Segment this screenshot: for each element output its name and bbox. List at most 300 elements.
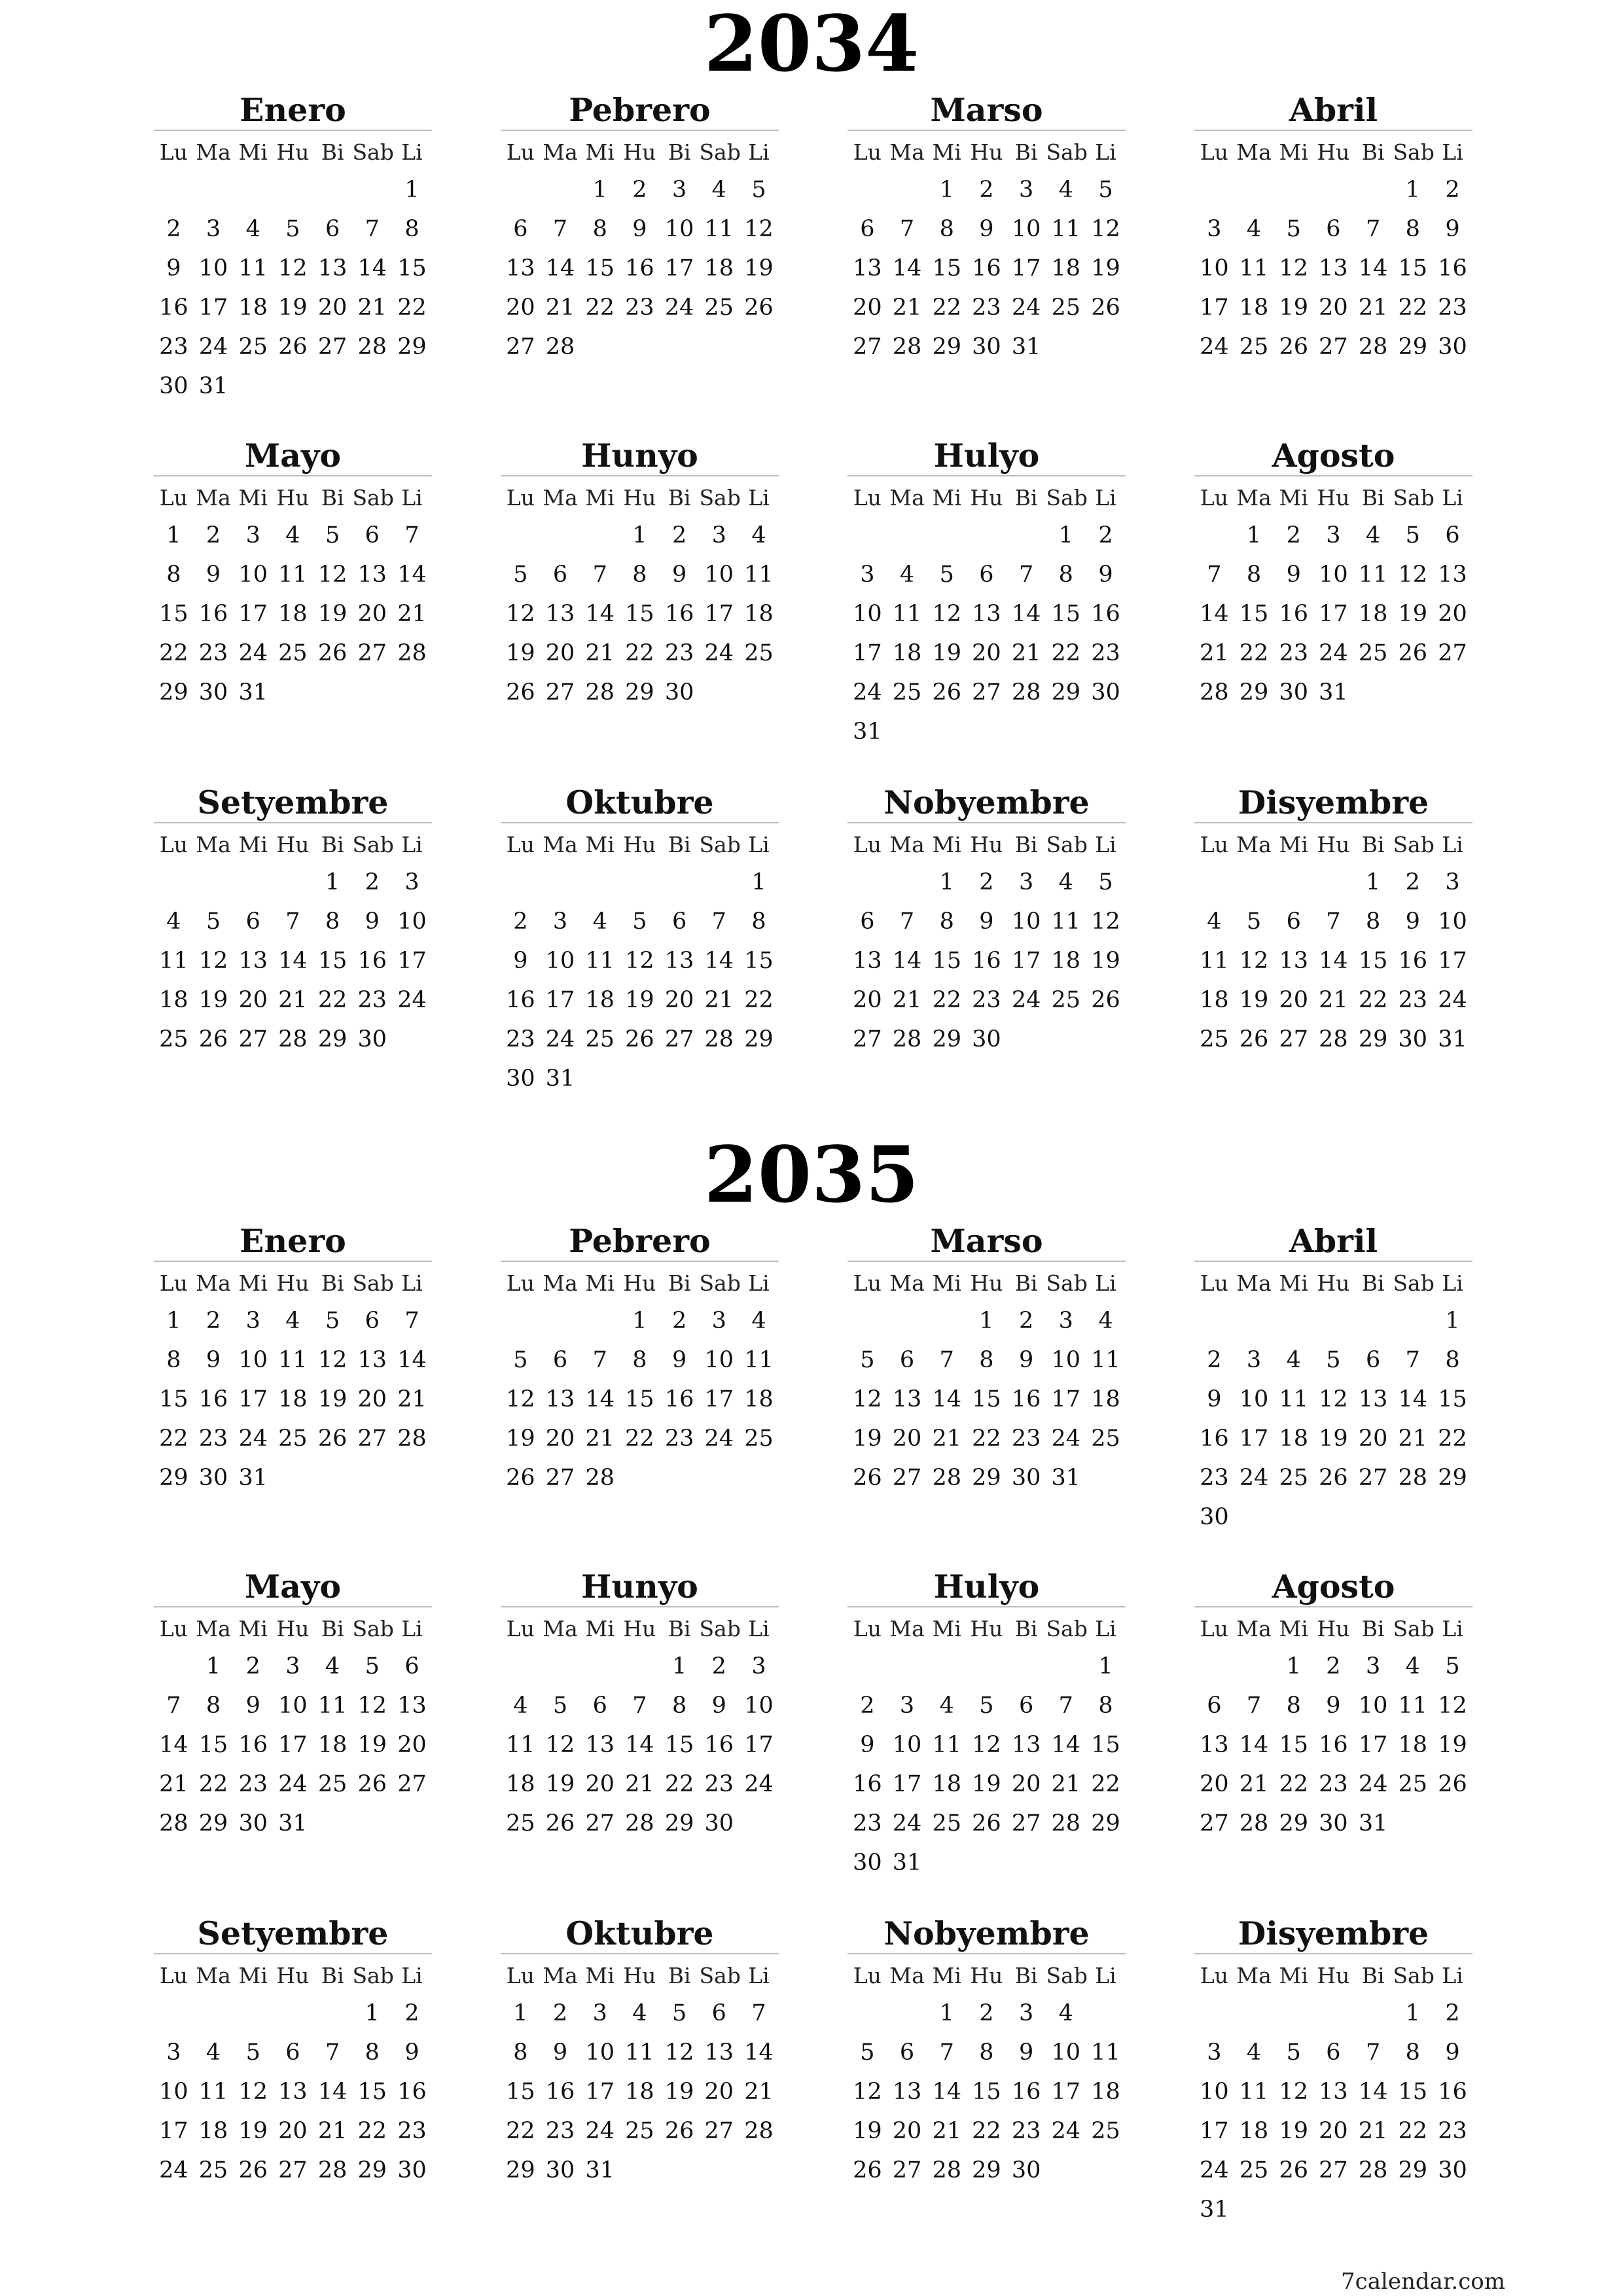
day-cell: 24: [1011, 294, 1041, 321]
week-row: [847, 2072, 1126, 2111]
day-cell: 28: [585, 679, 615, 706]
day-cell: 21: [357, 294, 387, 321]
day-cell: 4: [1286, 1346, 1301, 1373]
week-row: [1194, 980, 1472, 1020]
week-row: [501, 1059, 779, 1098]
month-block: [847, 436, 1126, 751]
weekday-label: Ma: [196, 831, 231, 857]
day-cell: 20: [892, 1425, 922, 1452]
day-cell: 27: [853, 333, 882, 360]
weekday-header: [501, 479, 779, 516]
day-cell: 19: [1279, 2117, 1308, 2144]
day-cell: 27: [1200, 1810, 1229, 1837]
day-cell: 3: [1018, 176, 1034, 203]
day-cell: 1: [1286, 1653, 1301, 1679]
weekday-label: Li: [748, 484, 770, 511]
week-row: [154, 1301, 432, 1340]
day-cell: 27: [1011, 1810, 1041, 1837]
day-cell: 29: [1438, 1464, 1467, 1491]
day-cell: 2: [979, 176, 994, 203]
day-cell: 24: [1011, 986, 1041, 1013]
week-row: [1194, 1686, 1472, 1725]
day-cell: 9: [552, 2039, 568, 2066]
day-cell: 9: [979, 215, 994, 242]
weekday-label: Lu: [853, 1615, 882, 1641]
day-cell: 14: [397, 561, 427, 588]
weekday-label: Ma: [543, 1962, 578, 1988]
weekday-header: [847, 1957, 1126, 1994]
day-cell: 10: [159, 2078, 188, 2105]
day-cell: 13: [664, 947, 694, 974]
weekday-label: Li: [1442, 1962, 1463, 1988]
day-cell: 7: [1365, 2039, 1381, 2066]
day-cell: 8: [325, 908, 340, 935]
month-divider: [501, 822, 779, 823]
day-cell: 29: [397, 333, 427, 360]
day-cell: 5: [513, 1346, 528, 1373]
day-cell: 20: [1319, 2117, 1348, 2144]
week-row: [501, 634, 779, 673]
day-cell: 14: [704, 947, 734, 974]
day-cell: 8: [632, 1346, 647, 1373]
day-cell: 6: [245, 908, 260, 935]
day-cell: 15: [159, 1386, 188, 1412]
day-cell: 16: [1011, 2078, 1041, 2105]
weekday-header: [154, 1265, 432, 1301]
weekday-label: Hu: [1317, 1615, 1350, 1641]
weekday-header: [1194, 134, 1472, 170]
day-cell: 6: [552, 561, 568, 588]
day-cell: 5: [325, 522, 340, 548]
day-cell: 3: [1207, 2039, 1222, 2066]
day-cell: 17: [744, 1731, 774, 1758]
weekday-label: Hu: [970, 1962, 1003, 1988]
weekday-header: [501, 134, 779, 170]
weekday-label: Mi: [1279, 1615, 1308, 1641]
weekday-label: Bi: [1361, 1962, 1385, 1988]
day-cell: 28: [892, 1026, 922, 1052]
day-cell: 16: [357, 947, 387, 974]
weekday-label: Bi: [1361, 1615, 1385, 1641]
day-cell: 22: [932, 294, 961, 321]
week-row: [847, 1804, 1126, 1843]
week-row: [501, 249, 779, 288]
day-cell: 12: [972, 1731, 1001, 1758]
day-cell: 23: [159, 333, 188, 360]
day-cell: 16: [972, 255, 1001, 281]
day-cell: 2: [1286, 522, 1301, 548]
weekday-label: Ma: [889, 1270, 925, 1296]
day-cell: 6: [592, 1692, 607, 1719]
day-cell: 26: [1091, 294, 1120, 321]
month-divider: [154, 1953, 432, 1954]
day-cell: 15: [506, 2078, 535, 2105]
month-block: [501, 1221, 779, 1498]
weekday-label: Mi: [238, 1962, 268, 1988]
weekday-label: Li: [401, 139, 423, 165]
day-cell: 17: [1051, 2078, 1081, 2105]
day-cell: 28: [317, 2157, 348, 2183]
day-cell: 12: [317, 561, 348, 588]
day-cell: 3: [1326, 522, 1341, 548]
month-divider: [847, 822, 1126, 823]
day-cell: 25: [198, 2157, 228, 2183]
weekday-label: Ma: [196, 1962, 231, 1988]
day-cell: 24: [664, 294, 694, 321]
month-name: Disyembre: [1238, 1914, 1429, 1952]
month-block: [1194, 1914, 1472, 2229]
month-divider: [154, 475, 432, 476]
day-cell: 21: [1011, 639, 1041, 666]
day-cell: 22: [1051, 639, 1081, 666]
day-cell: 7: [552, 215, 568, 242]
weekday-label: Hu: [623, 1270, 656, 1296]
month-divider: [847, 1953, 1126, 1954]
day-cell: 13: [1279, 947, 1308, 974]
week-row: [1194, 634, 1472, 673]
week-row: [501, 327, 779, 367]
day-cell: 17: [853, 639, 882, 666]
weekday-label: Mi: [238, 484, 268, 511]
day-cell: 13: [704, 2039, 734, 2066]
day-cell: 2: [711, 1653, 726, 1679]
week-row: [847, 555, 1126, 594]
day-cell: 9: [711, 1692, 726, 1719]
day-cell: 13: [892, 2078, 922, 2105]
day-cell: 18: [1358, 600, 1388, 627]
day-cell: 24: [1438, 986, 1467, 1013]
day-cell: 30: [238, 1810, 268, 1837]
day-cell: 6: [1286, 908, 1301, 935]
day-cell: 7: [751, 2000, 766, 2026]
month-block: [501, 1914, 779, 2190]
day-cell: 6: [1365, 1346, 1381, 1373]
day-cell: 7: [939, 1346, 954, 1373]
day-cell: 2: [1445, 2000, 1460, 2026]
month-name: Hunyo: [581, 1568, 698, 1605]
day-cell: 25: [1239, 2157, 1269, 2183]
day-cell: 8: [939, 908, 954, 935]
month-name: Mayo: [244, 1568, 342, 1605]
weekday-label: Li: [748, 139, 770, 165]
week-row: [501, 209, 779, 249]
day-cell: 27: [1438, 639, 1467, 666]
weekday-label: Hu: [1317, 139, 1350, 165]
day-cell: 12: [1279, 2078, 1308, 2105]
day-cell: 31: [1319, 679, 1348, 706]
month-divider: [154, 1606, 432, 1607]
week-row: [154, 1804, 432, 1843]
day-cell: 23: [1091, 639, 1120, 666]
day-cell: 23: [397, 2117, 427, 2144]
day-cell: 27: [1358, 1464, 1388, 1491]
day-cell: 13: [1319, 255, 1348, 281]
day-cell: 29: [159, 1464, 188, 1491]
month-name: Setyembre: [197, 1914, 389, 1952]
weekday-label: Lu: [506, 1270, 535, 1296]
day-cell: 10: [1051, 2039, 1081, 2066]
day-cell: 29: [972, 2157, 1001, 2183]
day-cell: 4: [513, 1692, 528, 1719]
day-cell: 1: [325, 869, 340, 895]
day-cell: 19: [506, 639, 535, 666]
day-cell: 14: [1319, 947, 1348, 974]
day-cell: 31: [238, 1464, 268, 1491]
day-cell: 8: [1246, 561, 1262, 588]
weekday-label: Hu: [1317, 1962, 1350, 1988]
day-cell: 27: [664, 1026, 694, 1052]
day-cell: 2: [1207, 1346, 1222, 1373]
day-cell: 21: [1051, 1770, 1081, 1797]
week-row: [847, 2033, 1126, 2072]
day-cell: 27: [892, 1464, 922, 1491]
day-cell: 26: [506, 679, 535, 706]
day-cell: 2: [671, 522, 687, 548]
day-cell: 6: [365, 522, 380, 548]
weekday-label: Ma: [889, 1615, 925, 1641]
day-cell: 11: [317, 1692, 348, 1719]
week-row: [847, 902, 1126, 941]
day-cell: 23: [198, 1425, 228, 1452]
day-cell: 26: [1279, 2157, 1308, 2183]
weekday-label: Sab: [699, 1615, 741, 1641]
day-cell: 19: [317, 1386, 348, 1412]
day-cell: 26: [664, 2117, 694, 2144]
day-cell: 23: [1438, 2117, 1467, 2144]
weekday-label: Ma: [1236, 139, 1272, 165]
day-cell: 26: [317, 1425, 348, 1452]
day-cell: 22: [1398, 294, 1428, 321]
day-cell: 10: [1051, 1346, 1081, 1373]
day-cell: 18: [744, 1386, 774, 1412]
weekday-label: Hu: [623, 1615, 656, 1641]
weekday-header: [501, 1957, 779, 1994]
weekday-label: Hu: [970, 139, 1003, 165]
weekday-label: Ma: [543, 1270, 578, 1296]
day-cell: 3: [245, 1307, 260, 1334]
day-cell: 25: [317, 1770, 348, 1797]
day-cell: 9: [1286, 561, 1301, 588]
day-cell: 14: [892, 255, 922, 281]
day-cell: 30: [1319, 1810, 1348, 1837]
day-cell: 3: [205, 215, 221, 242]
day-cell: 3: [751, 1653, 766, 1679]
day-cell: 18: [704, 255, 734, 281]
day-cell: 18: [1398, 1731, 1428, 1758]
day-cell: 4: [1058, 176, 1073, 203]
day-cell: 23: [1011, 2117, 1041, 2144]
day-cell: 3: [1018, 869, 1034, 895]
day-cell: 4: [1058, 2000, 1073, 2026]
week-row: [501, 1340, 779, 1380]
week-row: [154, 2072, 432, 2111]
weekday-label: Sab: [352, 1962, 394, 1988]
day-cell: 31: [1200, 2196, 1229, 2223]
weekday-label: Li: [1442, 1615, 1463, 1641]
day-cell: 10: [853, 600, 882, 627]
week-row: [501, 170, 779, 209]
day-cell: 18: [1279, 1425, 1308, 1452]
day-cell: 19: [853, 2117, 882, 2144]
day-cell: 9: [671, 561, 687, 588]
week-row: [847, 1020, 1126, 1059]
weekday-label: Hu: [970, 1270, 1003, 1296]
weekday-label: Ma: [196, 1615, 231, 1641]
day-cell: 30: [1200, 1503, 1229, 1530]
day-cell: 18: [506, 1770, 535, 1797]
weekday-label: Sab: [352, 139, 394, 165]
day-cell: 2: [1326, 1653, 1341, 1679]
day-cell: 19: [932, 639, 961, 666]
day-cell: 22: [1398, 2117, 1428, 2144]
month-block: [1194, 783, 1472, 1059]
day-cell: 12: [506, 600, 535, 627]
day-cell: 27: [1319, 333, 1348, 360]
week-row: [1194, 1458, 1472, 1498]
day-cell: 16: [1200, 1425, 1229, 1452]
day-cell: 24: [1239, 1464, 1269, 1491]
day-cell: 7: [1405, 1346, 1420, 1373]
day-cell: 17: [1358, 1731, 1388, 1758]
day-cell: 13: [1200, 1731, 1229, 1758]
day-cell: 25: [585, 1026, 615, 1052]
day-cell: 10: [1438, 908, 1467, 935]
day-cell: 20: [238, 986, 268, 1013]
week-row: [501, 1686, 779, 1725]
weekday-label: Mi: [1279, 484, 1308, 511]
day-cell: 16: [1398, 947, 1428, 974]
week-row: [1194, 1647, 1472, 1686]
day-cell: 4: [711, 176, 726, 203]
day-cell: 28: [744, 2117, 774, 2144]
day-cell: 16: [1438, 2078, 1467, 2105]
week-row: [847, 2151, 1126, 2190]
day-cell: 29: [932, 1026, 961, 1052]
day-cell: 14: [397, 1346, 427, 1373]
day-cell: 24: [397, 986, 427, 1013]
day-cell: 23: [1319, 1770, 1348, 1797]
day-cell: 22: [932, 986, 961, 1013]
day-cell: 13: [585, 1731, 615, 1758]
weekday-label: Lu: [159, 831, 188, 857]
week-row: [847, 1843, 1126, 1882]
day-cell: 22: [1358, 986, 1388, 1013]
year-title: 2034: [704, 0, 919, 89]
day-cell: 12: [853, 1386, 882, 1412]
weekday-label: Lu: [159, 1270, 188, 1296]
month-block: [154, 90, 432, 406]
day-cell: 15: [972, 2078, 1001, 2105]
day-cell: 12: [198, 947, 228, 974]
day-cell: 23: [625, 294, 654, 321]
weekday-label: Mi: [932, 1270, 961, 1296]
weekday-label: Sab: [352, 1270, 394, 1296]
day-cell: 5: [1246, 908, 1262, 935]
day-cell: 30: [1438, 333, 1467, 360]
day-cell: 13: [1438, 561, 1467, 588]
day-cell: 7: [592, 1346, 607, 1373]
day-cell: 4: [245, 215, 260, 242]
day-cell: 18: [892, 639, 922, 666]
day-cell: 26: [1319, 1464, 1348, 1491]
day-cell: 15: [1239, 600, 1269, 627]
day-cell: 28: [1358, 2157, 1388, 2183]
week-row: [847, 1725, 1126, 1765]
day-cell: 6: [671, 908, 687, 935]
day-cell: 14: [625, 1731, 654, 1758]
day-cell: 26: [1239, 1026, 1269, 1052]
week-row: [154, 1647, 432, 1686]
day-cell: 10: [1200, 255, 1229, 281]
day-cell: 12: [1319, 1386, 1348, 1412]
week-row: [154, 1419, 432, 1458]
day-cell: 22: [625, 1425, 654, 1452]
week-row: [1194, 2151, 1472, 2190]
weekday-header: [847, 1265, 1126, 1301]
day-cell: 1: [751, 869, 766, 895]
week-row: [154, 980, 432, 1020]
day-cell: 26: [506, 1464, 535, 1491]
month-block: [154, 783, 432, 1059]
day-cell: 27: [545, 1464, 575, 1491]
day-cell: 12: [545, 1731, 575, 1758]
day-cell: 27: [545, 679, 575, 706]
month-block: [847, 1914, 1126, 2190]
day-cell: 23: [545, 2117, 575, 2144]
day-cell: 11: [585, 947, 615, 974]
weekday-label: Lu: [853, 1962, 882, 1988]
day-cell: 6: [1207, 1692, 1222, 1719]
weekday-label: Hu: [1317, 831, 1350, 857]
weekday-label: Sab: [1046, 139, 1088, 165]
week-row: [154, 1725, 432, 1765]
day-cell: 25: [1239, 333, 1269, 360]
day-cell: 27: [506, 333, 535, 360]
day-cell: 29: [972, 1464, 1001, 1491]
day-cell: 8: [205, 1692, 221, 1719]
weekday-label: Lu: [1200, 831, 1228, 857]
day-cell: 27: [853, 1026, 882, 1052]
day-cell: 24: [585, 2117, 615, 2144]
day-cell: 4: [166, 908, 181, 935]
day-cell: 31: [892, 1849, 922, 1876]
weekday-label: Mi: [585, 1270, 615, 1296]
day-cell: 8: [751, 908, 766, 935]
day-cell: 23: [357, 986, 387, 1013]
day-cell: 25: [1398, 1770, 1428, 1797]
day-cell: 3: [711, 522, 726, 548]
weekday-label: Li: [1095, 831, 1116, 857]
day-cell: 16: [853, 1770, 882, 1797]
day-cell: 14: [545, 255, 575, 281]
day-cell: 15: [1279, 1731, 1308, 1758]
day-cell: 30: [1011, 2157, 1041, 2183]
day-cell: 19: [853, 1425, 882, 1452]
week-row: [154, 1020, 432, 1059]
day-cell: 8: [1445, 1346, 1460, 1373]
day-cell: 14: [357, 255, 387, 281]
day-cell: 10: [585, 2039, 615, 2066]
week-row: [847, 863, 1126, 902]
week-row: [154, 1458, 432, 1498]
weekday-label: Sab: [1046, 1270, 1088, 1296]
day-cell: 15: [317, 947, 348, 974]
day-cell: 1: [365, 2000, 380, 2026]
month-block: [501, 90, 779, 367]
day-cell: 15: [972, 1386, 1001, 1412]
week-row: [847, 170, 1126, 209]
weekday-label: Sab: [699, 831, 741, 857]
